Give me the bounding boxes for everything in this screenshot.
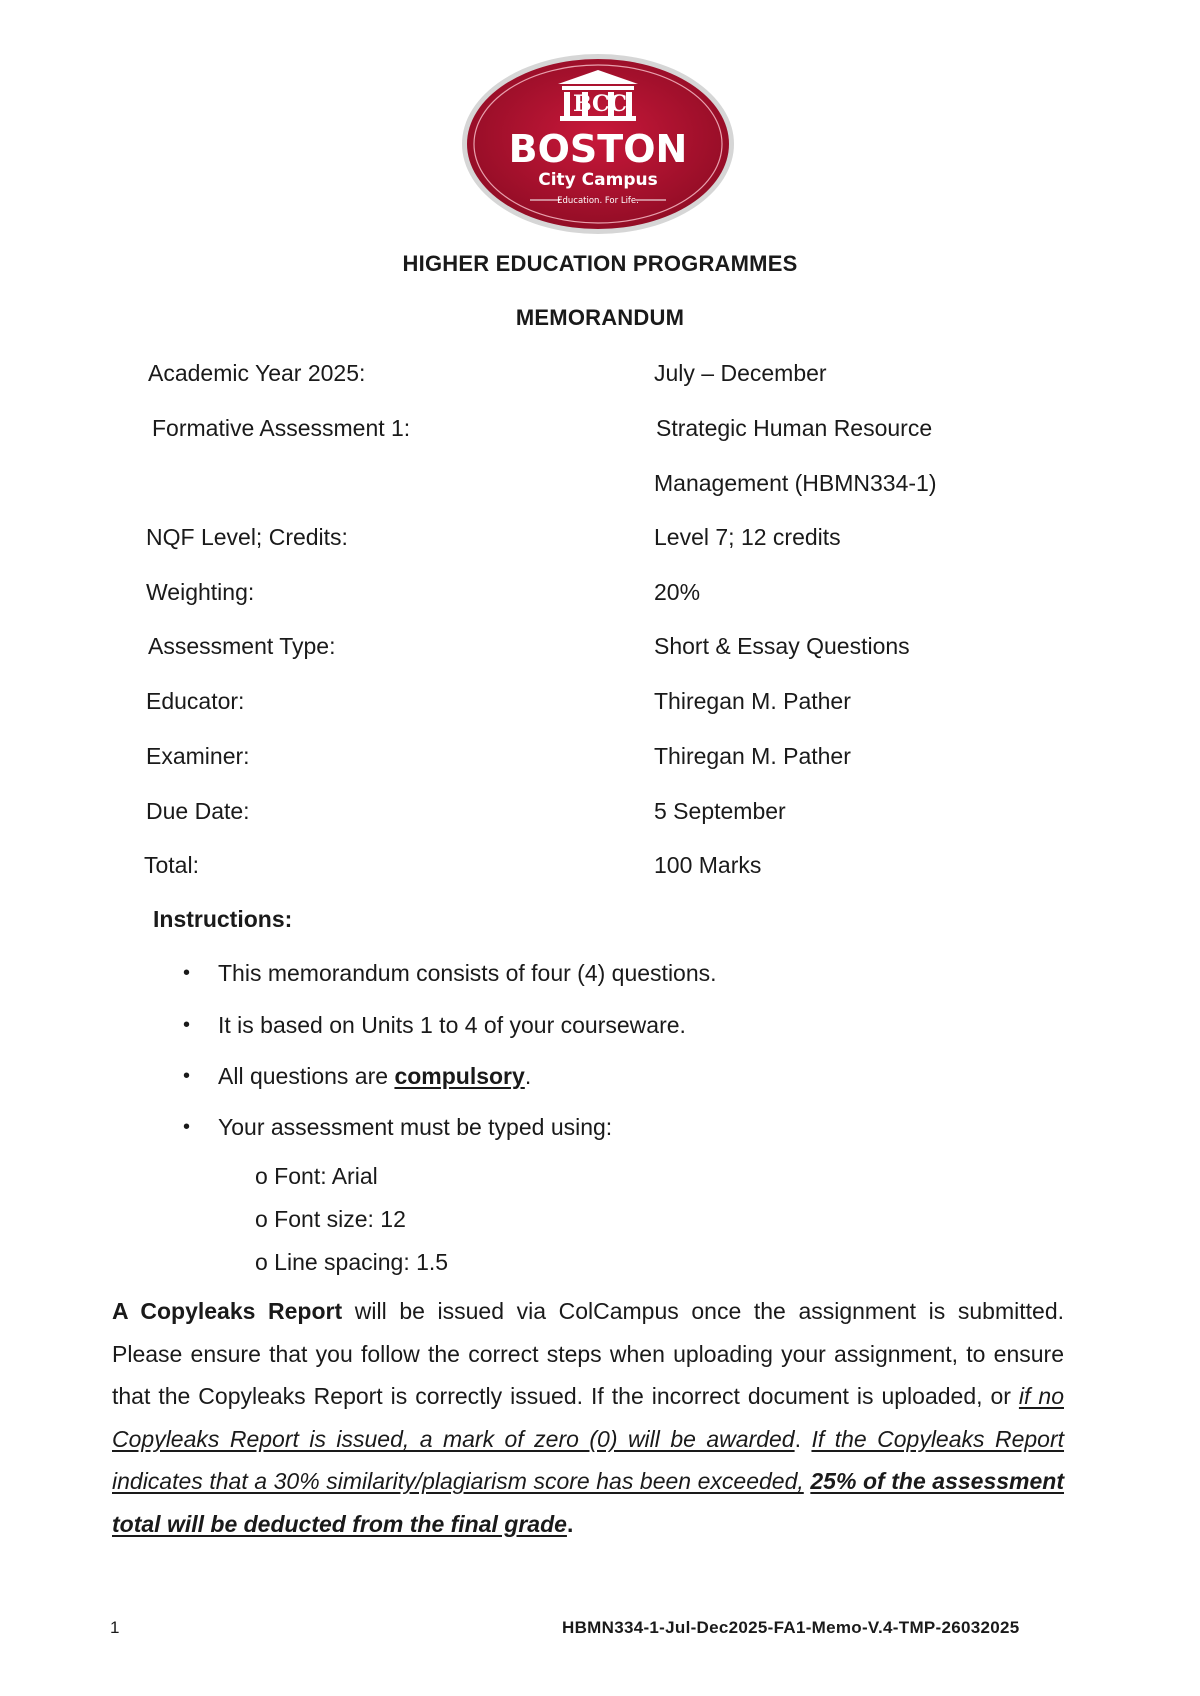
instruction-text: It is based on Units 1 to 4 of your courseware. xyxy=(218,1012,686,1038)
memorandum-heading: MEMORANDUM xyxy=(515,305,685,330)
detail-row xyxy=(0,470,1200,504)
detail-value: 100 Marks xyxy=(654,852,762,878)
detail-value: Thiregan M. Pather xyxy=(654,688,851,714)
detail-label: Due Date: xyxy=(146,798,250,824)
detail-label: Weighting: xyxy=(146,579,255,605)
detail-row xyxy=(0,688,1200,722)
zero-mark-warning: if no Copyleaks Report is issued, a mark of zero (0) will be awarded xyxy=(112,1383,1064,1452)
detail-value: Thiregan M. Pather xyxy=(654,743,851,769)
detail-value: Level 7; 12 credits xyxy=(654,524,841,550)
copyleaks-report-bold: A Copyleaks Report xyxy=(112,1298,343,1324)
format-sub-item: o Font: Arial xyxy=(255,1163,378,1189)
page-number: 1 xyxy=(110,1618,120,1637)
boston-city-campus-logo xyxy=(460,52,736,236)
detail-value: July – December xyxy=(654,360,827,386)
format-sub-item: o Font size: 12 xyxy=(255,1206,406,1232)
instructions-title: Instructions: xyxy=(153,906,293,932)
similarity-warning: If the Copyleaks Report indicates that a 30% similarity/plagiarism score has been exceeded, xyxy=(112,1425,1065,1494)
instruction-text: All questions are compulsory. xyxy=(218,1063,532,1089)
instruction-text: This memorandum consists of four (4) questions. xyxy=(218,960,717,986)
logo-initials: BCC xyxy=(573,91,628,117)
bullet-icon: • xyxy=(183,962,191,984)
copyleaks-notice: A Copyleaks Report will be issued via ColCampus once the assignment is submitted. Please ensure that you follow the correct steps when uploading your assignment, to ensure that the Copyleaks Report is correctly issued. If the incorrect document is uploaded, or if no Copyleaks Report is issued, a mark of zero (0) will be awarded. If the Copyleaks Report indicates that a 30% similarity/plagiarism score has been exceeded, 25% of the assessment total will be deducted from the final grade. xyxy=(112,1298,1065,1537)
detail-label: Formative Assessment 1: xyxy=(152,415,411,441)
detail-label: Total: xyxy=(144,852,199,878)
logo-tagline: Education. For Life. xyxy=(557,196,639,206)
detail-row xyxy=(0,798,1200,832)
bullet-icon: • xyxy=(183,1065,191,1087)
detail-value: 20% xyxy=(654,579,701,605)
detail-value: Strategic Human Resource xyxy=(656,415,933,441)
detail-row xyxy=(0,633,1200,667)
detail-row xyxy=(0,415,1200,449)
detail-value: Management (HBMN334-1) xyxy=(654,470,937,496)
bullet-icon: • xyxy=(183,1014,191,1036)
detail-label: Educator: xyxy=(146,688,245,714)
bullet-icon: • xyxy=(183,1116,191,1138)
instruction-text: Your assessment must be typed using: xyxy=(218,1114,613,1140)
detail-row xyxy=(0,579,1200,613)
compulsory-emphasis: compulsory xyxy=(394,1063,525,1089)
detail-label: Academic Year 2025: xyxy=(148,360,366,386)
detail-row xyxy=(0,360,1200,394)
programme-heading: HIGHER EDUCATION PROGRAMMES xyxy=(402,251,798,276)
detail-value: 5 September xyxy=(654,798,786,824)
detail-row xyxy=(0,852,1200,886)
deduction-warning: 25% of the assessment total will be deducted from the final grade xyxy=(112,1468,1065,1537)
detail-row xyxy=(0,743,1200,777)
detail-value: Short & Essay Questions xyxy=(654,633,910,659)
logo-subtitle: City Campus xyxy=(538,170,658,190)
detail-label: Examiner: xyxy=(146,743,250,769)
detail-row xyxy=(0,524,1200,558)
logo-name: BOSTON xyxy=(508,127,688,171)
detail-label: NQF Level; Credits: xyxy=(146,524,348,550)
detail-label: Assessment Type: xyxy=(148,633,336,659)
format-sub-item: o Line spacing: 1.5 xyxy=(255,1249,449,1275)
document-code: HBMN334-1-Jul-Dec2025-FA1-Memo-V.4-TMP-26032025 xyxy=(562,1618,1020,1637)
